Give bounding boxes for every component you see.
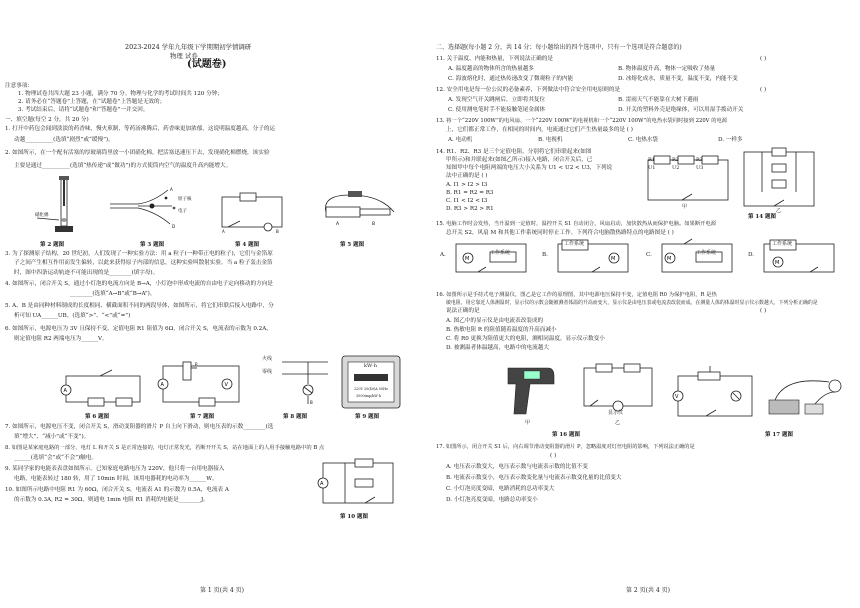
question-1: 动越__________(选填“剧烈”或“缓慢”)。: [14, 137, 114, 143]
question-14: 法中正确的是 ( ): [446, 173, 488, 179]
fig15-box-label: 工作系统: [564, 241, 585, 247]
question-16: 16. 如图所示是手持式电子测温仪，图乙是它工作的原理图，其中电源电压保持不变，定值电阻 R0 为保护电阻，R 是热: [436, 292, 717, 298]
svg-text:A: A: [170, 187, 173, 192]
question-3: 3. 为了探测原子结构，20 世纪初，人们发现了一种实验方法：用 a 粒子(一种带正电的粒子)，它们与金箔原: [5, 251, 273, 257]
svg-text:B: B: [276, 229, 279, 233]
fig16-label-display: 显示仪: [608, 410, 624, 416]
svg-text:硝化棉: 硝化棉: [35, 213, 49, 218]
question-13-option: D. 一样多: [718, 137, 743, 143]
fig14-label-yi: 乙: [776, 208, 782, 214]
question-2: 2. 如图所示，在一个配有活塞的厚玻璃筒里放一小团硝化棉，把活塞迅速压下去，发现硝化棉燃烧，该实验: [5, 150, 270, 156]
question-10: 的示数为 0.3A, R2 = 30Ω，则通电 1min 电阻 R1 消耗的电能是________J。: [14, 497, 209, 503]
fig14-label-U1: U1: [648, 165, 656, 171]
question-16: 说法正确的是: [446, 308, 480, 314]
caption-fig-7: 第 7 题图: [190, 414, 215, 420]
question-8: 8. 如图是某家庭电路的一部分，电灯 L 和开关 S 是正常连接的，电灯正常发光，若断开开关 S，站在地面上的人用手接触电路中的 B 点: [5, 445, 325, 451]
svg-text:M: M: [465, 256, 470, 262]
caption-fig-2: 第 2 题图: [40, 242, 65, 248]
question-4: ________(选填“A→B”或“B→A”)。: [70, 291, 156, 297]
question-17-paren: ( ): [550, 453, 557, 459]
fig15-box-label: 工作系统: [772, 241, 793, 247]
question-12-option: C. 使用测电笔时手不能接触笔尾金属体: [448, 107, 546, 113]
question-11-option: A. 温度越高的物体所含的热量越多: [448, 66, 534, 72]
caption-fig-8: 第 8 题图: [283, 414, 308, 420]
figure-15-option-c: [656, 238, 738, 278]
figure-16-thermometer-gun: [500, 362, 560, 420]
svg-text:A: A: [336, 222, 340, 227]
question-12-option: D. 开关的塑料外壳是绝缘体，可以用湿手拨动开关: [618, 107, 744, 113]
question-13-option: B. 电视机: [538, 137, 563, 143]
question-17-option: C. 小灯泡亮度变暗，电路消耗的总功率变大: [446, 486, 555, 492]
question-17-option: B. 电流表示数变小，电压表示数变化量与电流表示数变化量的比值变大: [446, 475, 622, 481]
caption-fig-3: 第 3 题图: [140, 242, 165, 248]
fig15-box-label: 工作系统: [490, 250, 511, 256]
fig14-label-R3: R3: [696, 157, 703, 163]
question-15-option: B.: [542, 252, 548, 258]
question-14-option: A. I1 > I2 > I3: [446, 182, 488, 188]
figure-5-conductors: [320, 191, 400, 235]
question-9: 9. 某同学家的电能表表盘如图所示。已知家庭电路电压为 220V，他只将一台用电器接入: [5, 466, 225, 472]
question-14: 知图甲中每个电阻两端的电压大小关系为 U1 < U2 < U3，下列说: [446, 165, 613, 171]
figure-3-scattering: [108, 186, 198, 231]
figure-17-schematic: [670, 366, 760, 424]
caption-fig-14: 第 14 题图: [748, 214, 776, 220]
question-6: 则定值电阻 R2 两端电压为______V。: [14, 336, 108, 342]
svg-text:M: M: [611, 256, 616, 262]
question-15: 15. 电脑工作时会发热，当升温到一定值时，温控开关 S1 自动闭合，风扇启动，加快散热从而保护电脑。如果断开电源: [436, 221, 717, 227]
figure-17-real-circuit: [765, 366, 851, 424]
svg-text:A: A: [160, 382, 164, 388]
question-5: 析可知 UA______UB。(选填“>”、“<”或“=”): [14, 313, 131, 319]
fig9-label-constant: 3000imp/kW·h: [356, 394, 382, 398]
question-5: 5. A、B 是由同种材料制成的长度相同、横截面积不同的两段导体，如图所示，将它们串联后接入电路中，分: [5, 303, 274, 309]
page-footer-left: 第 1 页(共 4 页): [200, 587, 244, 594]
question-9: 电路，电能表转过 180 转，用了 10min 时间，该用电器耗的电功率为______W。: [14, 476, 218, 482]
question-15-option: D.: [748, 252, 755, 258]
question-14-option: C. I1 < I2 < I3: [446, 198, 488, 204]
caption-fig-16: 第 16 题图: [552, 432, 580, 438]
fig14-label-jia: 甲: [682, 204, 688, 210]
question-14: 14. R1、R2、R3 是三个定值电阻，分别将它们串联起来(如图: [436, 149, 592, 155]
fig3-label-nucleus: 原子核: [178, 197, 192, 202]
question-7: 7. 如图所示，电源电压不变，闭合开关 S，滑动变阻器的滑片 P 自上向下滑动，则电压表的示数________(选: [5, 424, 274, 430]
section-1-heading: 一、填空题(每空 2 分，共 20 分): [5, 117, 89, 123]
question-13-option: A. 电动机: [448, 137, 473, 143]
page-right: [430, 0, 860, 608]
caption-fig-17: 第 17 题图: [765, 432, 793, 438]
question-11-option: B. 物体温度升高，物体一定吸收了热量: [618, 66, 716, 72]
question-7: 填“增大”、“减小”或“不变”)。: [14, 434, 90, 440]
figure-4-circuit: [218, 191, 288, 233]
question-17: 17. 如图所示，闭合开关 S1 后，向右调节滑动变阻器的滑片 P，忽略温度对灯丝电阻的影响，下列说法正确的是: [436, 444, 695, 450]
svg-text:V: V: [675, 394, 679, 400]
fig9-label-rating: 220V 20(40)A 50Hz: [354, 387, 388, 391]
question-6: 6. 如图所示，电源电压为 3V 且保持不变，定值电阻 R1 阻值为 6Ω，闭合开关 S，电流表的示数为 0.2A，: [5, 326, 272, 332]
figure-7-circuit: [155, 358, 247, 408]
question-13-option: C. 电热水袋: [628, 137, 659, 143]
notice-item: 2. 请务必在“答题卷”上答题，在“试题卷”上答题是无效的；: [18, 99, 166, 105]
figure-6-circuit: [60, 368, 148, 408]
question-3: 时，图中四条运动轨迹不可能出现的是________(填字母)。: [14, 270, 159, 276]
figure-14-series-circuit: [642, 150, 732, 210]
question-11-paren: ( ): [760, 56, 767, 62]
fig14-label-R1: R1: [648, 157, 655, 163]
figure-15-option-a: [450, 238, 532, 278]
fig3-label-electron: 电子: [178, 209, 187, 214]
figure-10-circuit: [315, 457, 399, 509]
question-4: 4. 如图所示，闭合开关 S，通过小灯泡的电流方向是 B→A，小灯泡中形成电流的自由电子定向移动的方向是: [5, 281, 273, 287]
section-2-heading: 二、选择题(每小题 2 分，共 14 分；每小题给出的四个选项中，只有一个选项是符合题意的): [436, 44, 682, 51]
figure-15-option-d: [758, 238, 840, 278]
fig16-label-yi: 乙: [615, 420, 621, 426]
question-11-option: D. 冰熔化成水，质量不变，温度不变，内能不变: [618, 76, 738, 82]
notice-item: 1. 物理试卷共四大题 23 小题，满分 70 分。物理与化学的考试时间共 120 分钟；: [18, 91, 223, 97]
question-1: 1. 打开中药包会闻到淡淡的药香味，慢火煎制，等药汤沸腾后，药香味更加浓郁，这说明温度越高，分子的运: [5, 126, 276, 132]
question-16-paren: ( ): [760, 308, 767, 314]
question-11-option: C. 海波熔化时，通过热传递改变了微观粒子的内能: [448, 76, 574, 82]
question-17-option: D. 小灯泡亮度变暗，电路总功率变小: [446, 497, 538, 503]
caption-fig-4: 第 4 题图: [235, 242, 260, 248]
svg-text:P: P: [195, 362, 198, 367]
question-12-option: B. 雷雨天气不能靠在大树下避雨: [618, 97, 699, 103]
svg-text:B: B: [310, 400, 313, 405]
question-15-option: A.: [440, 252, 446, 258]
caption-fig-9: 第 9 题图: [355, 414, 380, 420]
exam-subject: 物理 试卷: [170, 52, 198, 60]
fig14-label-R2: R2: [672, 157, 679, 163]
fig9-label-unit: kW·h: [364, 363, 377, 369]
fig15-box-label: 工作系统: [696, 250, 717, 256]
fig8-label-neutral: 零线: [262, 369, 273, 375]
question-13: 上，它们都正常工作，在相同的时间内，电流通过它们产生热量最多的是 ( ): [446, 127, 633, 133]
question-16-option: D. 被测温者体温越高，电路中的电流越大: [446, 345, 549, 351]
question-17-option: A. 电压表示数变大，电压表示数与电流表示数的比值不变: [446, 464, 588, 470]
svg-text:A: A: [320, 481, 324, 487]
svg-text:A: A: [63, 388, 67, 394]
question-16-option: C. 将 R0 更换为阻值更大的电阻，测相同温度，显示仪示数变小: [446, 336, 605, 342]
exam-subtitle: (试题卷): [187, 59, 227, 70]
fig8-label-live: 火线: [262, 356, 273, 362]
question-14-option: D. R3 > R2 > R1: [446, 206, 494, 212]
question-10: 10. 如图所示电路中电阻 R1 为 60Ω，闭合开关 S，电流表 A1 的示数为 0.5A，电流表 A: [5, 487, 229, 493]
question-12-paren: ( ): [760, 87, 767, 93]
caption-fig-5: 第 5 题图: [340, 242, 365, 248]
question-11: 11. 关于温度、内能和热量，下列说法正确的是: [436, 56, 553, 62]
question-14: 甲所示)和并联起来(如图乙所示)接入电路，闭合开关后，已: [446, 157, 593, 163]
svg-text:D: D: [172, 224, 176, 229]
figure-8-household-circuit: [262, 354, 330, 408]
fig14-label-U3: U3: [696, 165, 704, 171]
exam-title: 2023-2024 学年九年级下学期期初学情调研: [125, 43, 252, 51]
figure-14-parallel-circuit: [738, 146, 820, 212]
question-3: 子之间产生相互作用而发生偏转，以此来获得原子内部的信息，这种实验叫散射实验。当 a 粒子轰击金箔: [14, 260, 273, 266]
svg-text:B: B: [372, 222, 376, 227]
svg-text:A: A: [222, 229, 225, 233]
svg-text:M: M: [775, 260, 780, 266]
caption-fig-10: 第 10 题图: [340, 514, 368, 520]
question-16: 敏电阻，用它靠近人体测温时，显示仪的示数会随被测者体温的升高而变大，显示仪是由电压表或电流表改装而成。在测量人体的体温时显示仪示数越大，下列分析正确的是: [446, 300, 818, 306]
question-12-option: A. 发现空气开关跳闸后，立即将其复位: [448, 97, 546, 103]
question-13: 13. 将一个“220V 100W”的电风扇、一个“220V 100W”的电视机和一个“220V 100W”的电热水袋同时接到 220V 的电源: [436, 118, 728, 124]
question-15-option: C.: [646, 252, 652, 258]
figure-2-glass-tube: [35, 176, 95, 238]
caption-fig-6: 第 6 题图: [85, 414, 110, 420]
question-8: ______(选填“会”或“不会”)触电。: [14, 455, 97, 461]
question-12: 12. 安全用电是每一位公民的必备素养，下列做法中符合安全用电原则的是: [436, 87, 621, 93]
question-14-option: B. R1 = R2 = R3: [446, 190, 494, 196]
question-15: 总开关 S2，风扇 M 和其他工作系统同时停止工作。下列符合电脑散热路特点的电路图是 ( ): [446, 230, 674, 236]
svg-text:V: V: [224, 382, 228, 388]
notice-heading: 注意事项:: [5, 83, 30, 89]
svg-text:M: M: [667, 256, 672, 262]
fig16-label-jia: 甲: [525, 420, 531, 426]
question-2: 主要是通过__________(选填“热传递”或“做功”)的方式使筒内空气的温度升高内能增大。: [14, 163, 232, 169]
question-16-option: A. 图乙中的显示仪是由电流表改装成的: [446, 318, 544, 324]
question-16-option: B. 热敏电阻 R 的阻值随着温度的升高而减小: [446, 327, 557, 333]
fig14-label-U2: U2: [672, 165, 680, 171]
page-footer-right: 第 2 页(共 4 页): [626, 587, 670, 594]
notice-item: 3. 考试结束后，请将“试题卷”和“答题卷”一并交回。: [18, 107, 149, 113]
